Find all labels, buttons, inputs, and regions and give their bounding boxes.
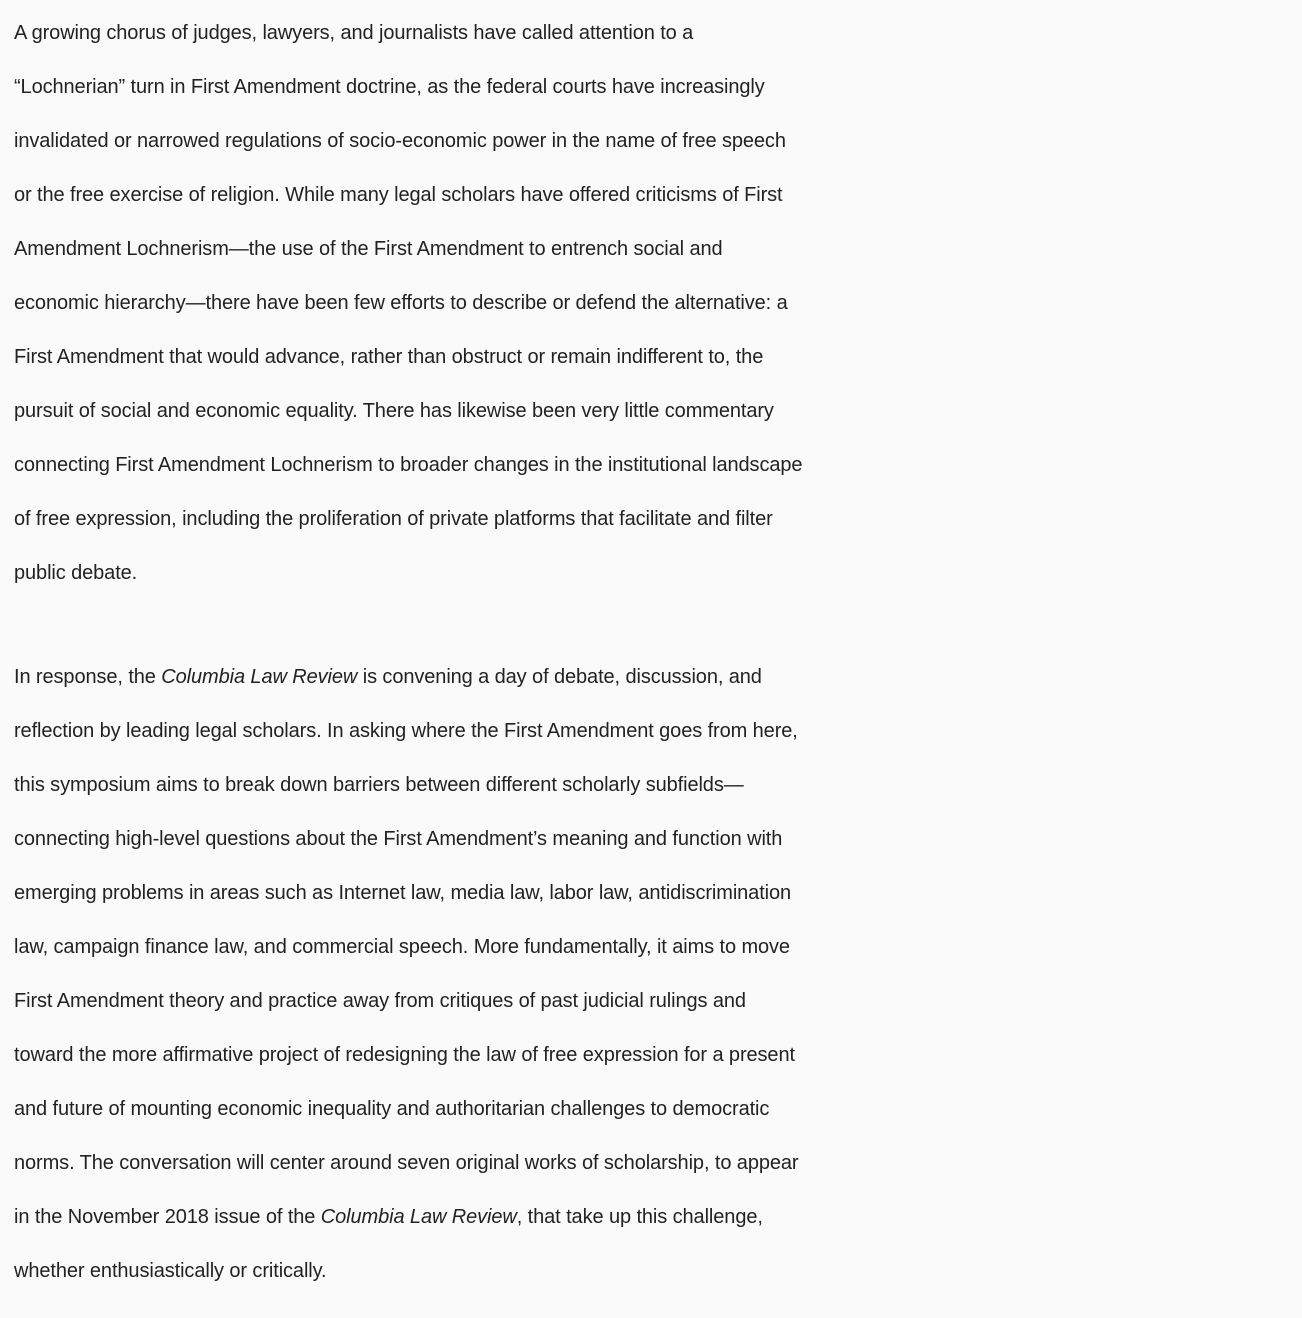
text-line: public debate. bbox=[14, 562, 138, 584]
text-line: law, campaign finance law, and commercial speech. More fundamentally, it aims to move bbox=[14, 936, 790, 958]
text-line: emerging problems in areas such as Internet law, media law, labor law, antidiscrimination bbox=[14, 882, 792, 904]
paragraph-symposium-response bbox=[14, 650, 1302, 1298]
text-line: connecting high-level questions about the First Amendment’s meaning and function with bbox=[14, 828, 783, 850]
text-line: toward the more affirmative project of redesigning the law of free expression for a present bbox=[14, 1044, 795, 1066]
text-line: reflection by leading legal scholars. In asking where the First Amendment goes from here, bbox=[14, 720, 798, 742]
text-line: A growing chorus of judges, lawyers, and journalists have called attention to a bbox=[14, 22, 694, 44]
text-fragment: , that take up this challenge, bbox=[516, 1206, 763, 1228]
text-line: First Amendment theory and practice away from critiques of past judicial rulings and bbox=[14, 990, 746, 1012]
paragraph-lochnerism-intro bbox=[14, 6, 1302, 600]
text-fragment: is convening a day of debate, discussion, and bbox=[357, 666, 762, 688]
journal-title-italic: Columbia Law Review bbox=[320, 1206, 517, 1228]
text-line: invalidated or narrowed regulations of socio-economic power in the name of free speech bbox=[14, 130, 786, 152]
text-line bbox=[14, 650, 1302, 704]
text-line: norms. The conversation will center around seven original works of scholarship, to appear bbox=[14, 1152, 799, 1174]
text-line: pursuit of social and economic equality. There has likewise been very little commentary bbox=[14, 400, 774, 422]
text-line: whether enthusiastically or critically. bbox=[14, 1260, 327, 1282]
text-line: connecting First Amendment Lochnerism to broader changes in the institutional landscape bbox=[14, 454, 803, 476]
text-line: “Lochnerian” turn in First Amendment doctrine, as the federal courts have increasingly bbox=[14, 76, 765, 98]
text-line: or the free exercise of religion. While many legal scholars have offered criticisms of First bbox=[14, 184, 783, 206]
text-line: of free expression, including the proliferation of private platforms that facilitate and filter bbox=[14, 508, 773, 530]
text-line: economic hierarchy—there have been few efforts to describe or defend the alternative: a bbox=[14, 292, 788, 314]
text-line: and future of mounting economic inequality and authoritarian challenges to democratic bbox=[14, 1098, 770, 1120]
text-fragment: In response, the bbox=[14, 666, 162, 688]
text-line: First Amendment that would advance, rather than obstruct or remain indifferent to, the bbox=[14, 346, 764, 368]
text-line bbox=[14, 1190, 1302, 1244]
text-line: this symposium aims to break down barriers between different scholarly subfields— bbox=[14, 774, 744, 796]
text-fragment: in the November 2018 issue of the bbox=[14, 1206, 321, 1228]
journal-title-italic: Columbia Law Review bbox=[161, 666, 358, 688]
text-line: Amendment Lochnerism—the use of the First Amendment to entrench social and bbox=[14, 238, 723, 260]
